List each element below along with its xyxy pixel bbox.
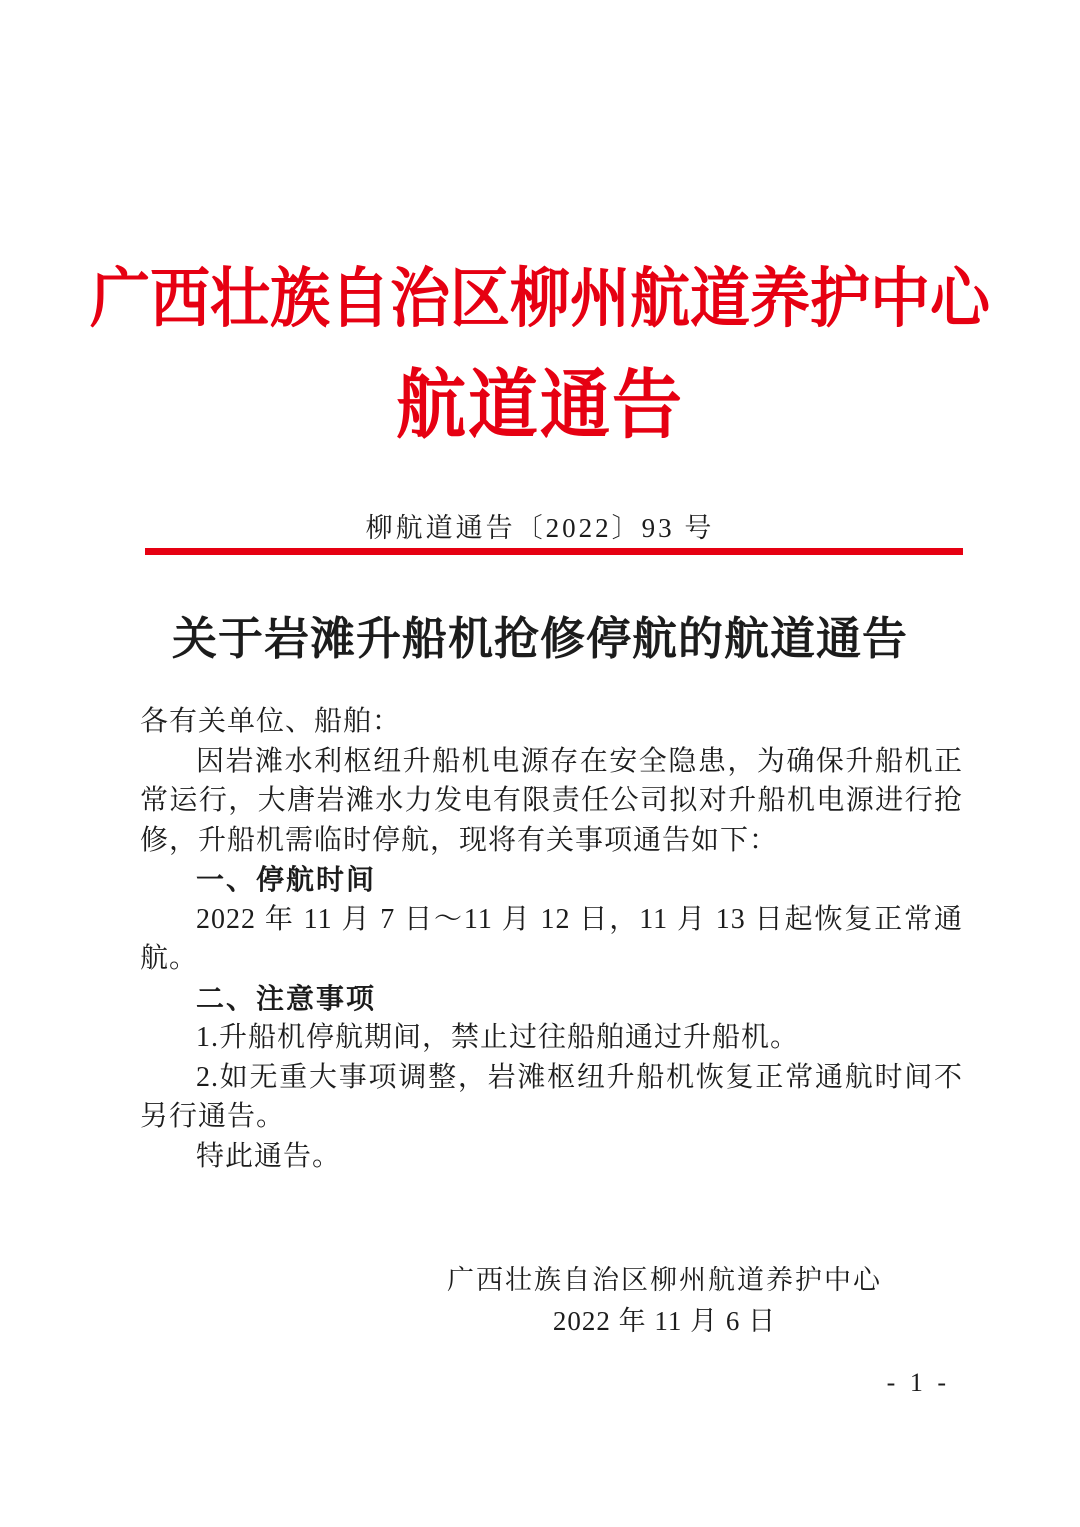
signature-org: 广西壮族自治区柳州航道养护中心	[447, 1265, 882, 1295]
issuing-org-title: 广西壮族自治区柳州航道养护中心	[90, 263, 990, 335]
signature-date: 2022 年 11 月 6 日	[552, 1306, 777, 1336]
signature-block	[447, 1260, 882, 1342]
document-type-title: 航道通告	[396, 364, 684, 449]
page-number: - 1 -	[886, 1368, 950, 1397]
section-2-item-2: 2.如无重大事项调整，岩滩枢纽升船机恢复正常通航时间不另行通告。	[140, 1061, 963, 1132]
salutation-line: 各有关单位、船舶：	[140, 706, 402, 737]
section-2-item-1: 1.升船机停航期间，禁止过往船舶通过升船机。	[196, 1022, 800, 1053]
intro-paragraph: 因岩滩水利枢纽升船机电源存在安全隐患，为确保升船机正常运行，大唐岩滩水力发电有限责任公司拟对升船机电源进行抢修，升船机需临时停航，现将有关事项通告如下：	[140, 745, 963, 856]
document-number: 柳航道通告〔2022〕93 号	[365, 513, 715, 543]
closing-line: 特此通告。	[196, 1140, 342, 1172]
notice-body	[140, 702, 963, 1176]
notice-subject-title: 关于岩滩升船机抢修停航的航道通告	[171, 614, 908, 664]
header-divider-rule	[145, 548, 963, 555]
section-1-heading: 一、停航时间	[196, 864, 377, 895]
section-1-paragraph: 2022 年 11 月 7 日～11 月 12 日，11 月 13 日起恢复正常通航。	[140, 903, 963, 974]
section-2-heading: 二、注意事项	[196, 982, 377, 1014]
